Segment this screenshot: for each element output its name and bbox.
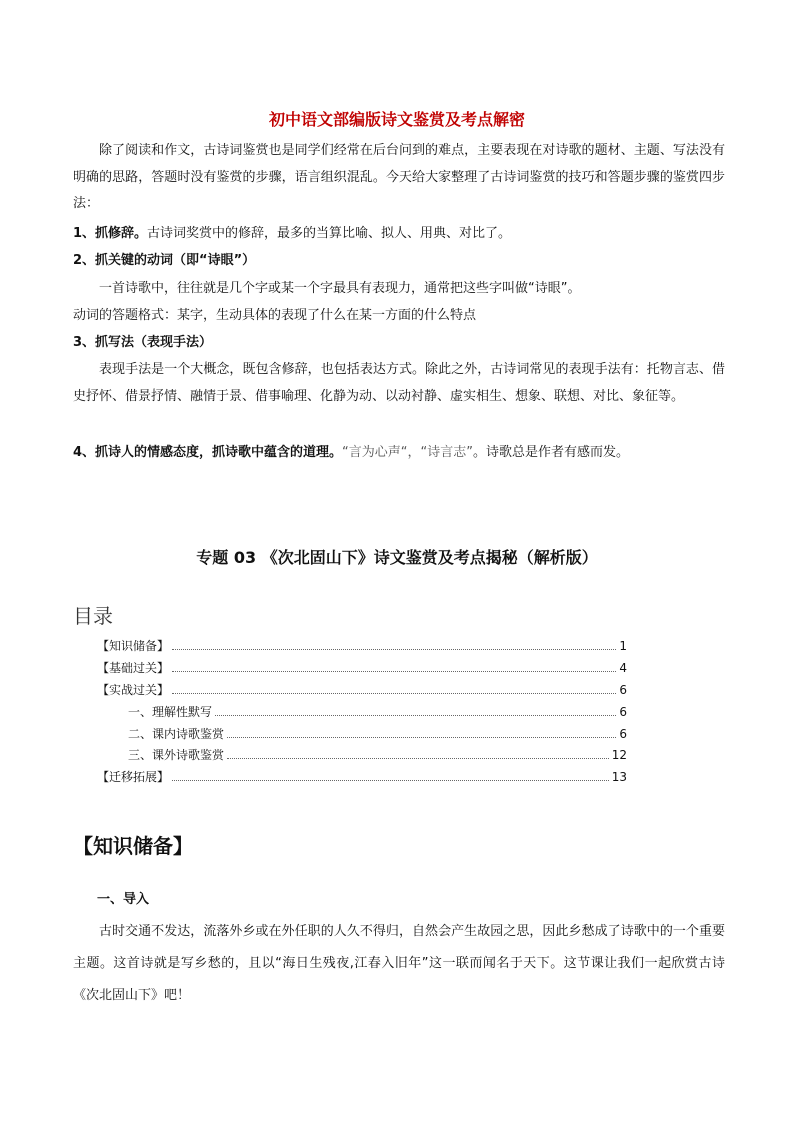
toc-item-page: 1 <box>619 639 627 653</box>
toc-leader-dots <box>227 758 609 759</box>
toc-leader-dots <box>172 671 616 672</box>
toc-item-label: 【知识储备】 <box>97 639 170 653</box>
toc-leader-dots <box>172 693 616 694</box>
section-subheading: 一、导入 <box>97 892 150 907</box>
section-paragraph: 古时交通不发达，流落外乡或在外任职的人久不得归，自然会产生故园之思，因此乡愁成了诗歌中的一个重要主题。这首诗就是写乡愁的，且以“海日生残夜,江春入旧年”这一联而闻名于天下。这节课让我们一起欣赏古诗《次北固山下》吧！ <box>73 924 725 1003</box>
toc-leader-dots <box>227 737 616 738</box>
toc-item[interactable] <box>128 702 627 722</box>
point-1 <box>73 224 511 244</box>
document-title: 初中语文部编版诗文鉴赏及考点解密 <box>268 110 525 129</box>
toc-item[interactable] <box>97 680 627 700</box>
topic-subtitle: 专题 03 《次北固山下》诗文鉴赏及考点揭秘（解析版） <box>196 548 598 567</box>
toc-item[interactable] <box>97 767 627 787</box>
toc-leader-dots <box>172 649 616 650</box>
point-4-tail: 。诗歌总是作者有感而发。 <box>473 445 630 460</box>
toc-item[interactable] <box>128 745 627 765</box>
point-4-head: 4、抓诗人的情感态度，抓诗歌中蕴含的道理。 <box>73 445 343 460</box>
point-3-paragraph: 表现手法是一个大概念，既包含修辞，也包括表达方式。除此之外，古诗词常见的表现手法有：托物言志、借史抒怀、借景抒情、融情于景、借事喻理、化静为动、以动衬静、虚实相生、想象、联想、对比、象征等。 <box>73 362 725 404</box>
toc-item-page: 6 <box>619 683 627 697</box>
toc-item-label: 【迁移拓展】 <box>97 770 170 784</box>
point-2-format: 动词的答题格式：某字，生动具体的表现了什么在某一方面的什么特点 <box>73 308 477 323</box>
toc-item[interactable] <box>128 724 627 744</box>
toc-item-label: 二、课内诗歌鉴赏 <box>128 727 225 741</box>
toc-item-label: 【实战过关】 <box>97 683 170 697</box>
point-2-paragraph: 一首诗歌中，往往就是几个字或某一个字最具有表现力，通常把这些字叫做“诗眼”。 <box>99 281 581 296</box>
toc-item[interactable] <box>97 636 627 656</box>
point-3-head: 3、抓写法（表现手法） <box>73 335 213 350</box>
toc-item-label: 【基础过关】 <box>97 661 170 675</box>
point-1-text: 古诗词奖赏中的修辞，最多的当算比喻、拟人、用典、对比了。 <box>147 226 512 241</box>
toc-heading: 目录 <box>73 604 113 628</box>
point-2-head: 2、抓关键的动词（即“诗眼”） <box>73 253 256 268</box>
point-1-head: 1、抓修辞。 <box>73 226 148 241</box>
toc-item-page: 13 <box>611 770 627 784</box>
toc-item-page: 6 <box>619 727 627 741</box>
toc-item-page: 12 <box>611 748 627 762</box>
toc-leader-dots <box>172 780 609 781</box>
toc-item-page: 4 <box>619 661 627 675</box>
point-4-quote: “言为心声“，“诗言志” <box>342 445 473 460</box>
toc-item[interactable] <box>97 658 627 678</box>
toc-leader-dots <box>215 715 616 716</box>
toc-item-label: 一、理解性默写 <box>128 705 213 719</box>
section-heading: 【知识储备】 <box>73 834 193 858</box>
point-4 <box>73 443 629 463</box>
intro-paragraph: 除了阅读和作文，古诗词鉴赏也是同学们经常在后台问到的难点，主要表现在对诗歌的题材、主题、写法没有明确的思路，答题时没有鉴赏的步骤，语言组织混乱。今天给大家整理了古诗词鉴赏的技巧和答题步骤的鉴赏四步法： <box>73 143 725 211</box>
toc-item-page: 6 <box>619 705 627 719</box>
toc-item-label: 三、课外诗歌鉴赏 <box>128 748 225 762</box>
